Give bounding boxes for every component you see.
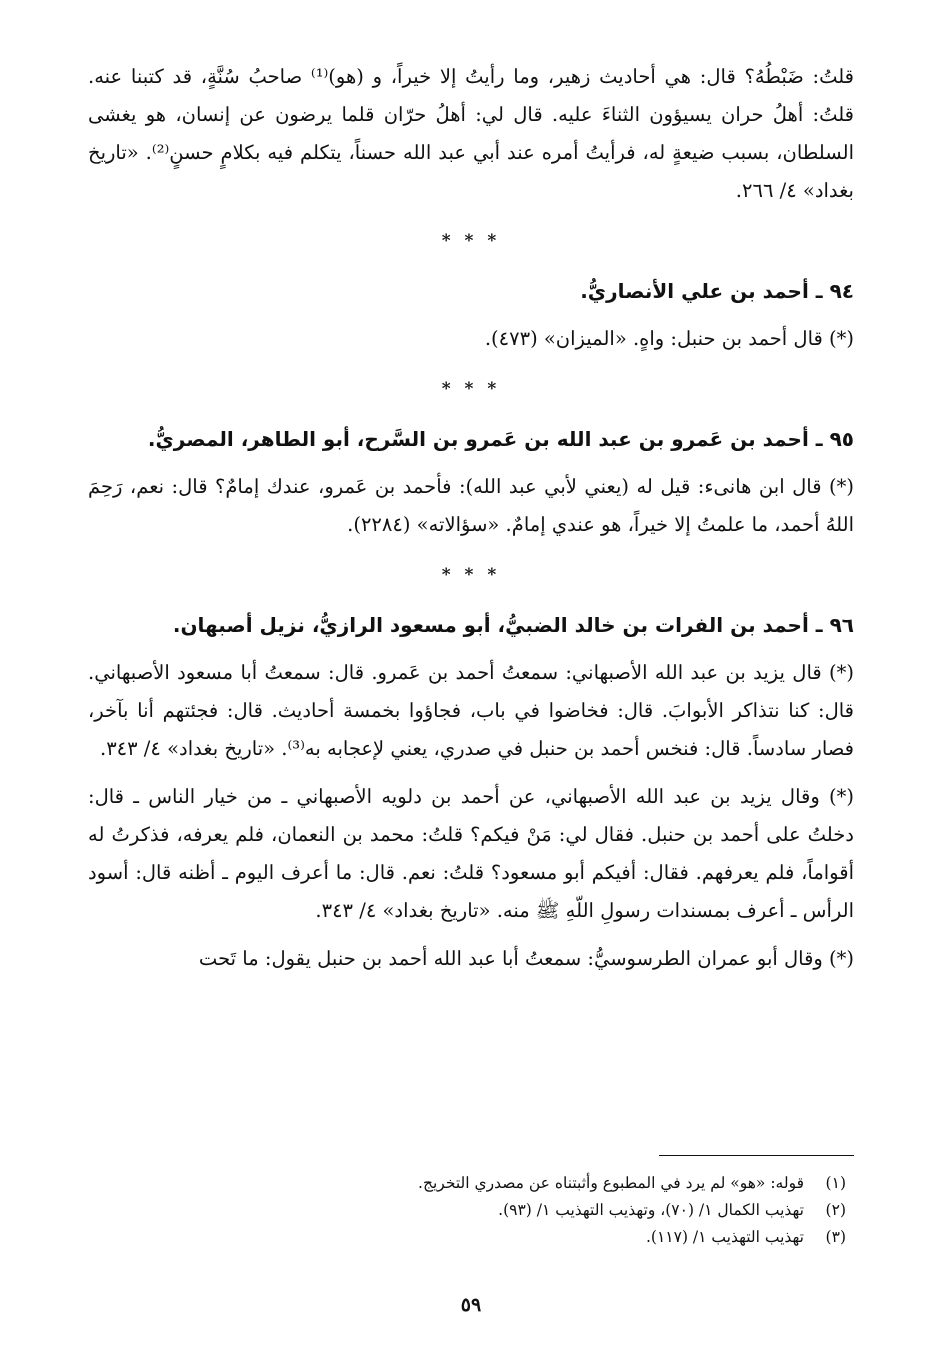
section-separator: * * * <box>441 565 501 585</box>
entry-96-paragraph-3: (*) وقال أبو عمران الطرسوسيُّ: سمعتُ أبا عبد الله أحمد بن حنبل يقول: ما تَحت <box>198 947 854 970</box>
entry-96-title: ٩٦ ـ أحمد بن الفرات بن خالد الضبيُّ، أبو مسعود الرازيُّ، نزيل أصبهان. <box>172 613 854 637</box>
section-separator: * * * <box>441 379 501 399</box>
footnote-number: (٣) <box>825 1228 846 1246</box>
entry-94-paragraph: (*) قال أحمد بن حنبل: واهٍ. «الميزان» (٤٧٣). <box>484 327 854 350</box>
footnote-text: تهذيب الكمال ١/ (٧٠)، وتهذيب التهذيب ١/ (٩٣). <box>498 1201 804 1219</box>
entry-94-title: ٩٤ ـ أحمد بن علي الأنصاريُّ. <box>580 279 854 303</box>
section-separator: * * * <box>441 231 501 251</box>
footnote <box>88 1224 846 1251</box>
entry-96-paragraph-2: (*) وقال يزيد بن عبد الله الأصبهاني، عن أحمد بن دلويه الأصبهاني ـ من خيار الناس ـ قال: دخلتُ على أحمد بن حنبل. فقال لي: مَنْ فيكم؟ قلتُ: محمد بن النعمان، فلم يعرفه، فذكرتُ له أقواماً، فلم يعرفهم. فقال: أفيكم أبو مسعود؟ قلتُ: نعم. قال: ما أعرف اليوم ـ أظنه قال: أسود الرأس ـ أعرف بمسندات رسولِ اللّهِ ﷺ منه. «تاريخ بغداد» ٤/ ٣٤٣. <box>88 785 854 922</box>
book-page <box>88 58 854 1360</box>
footnote-number: (٢) <box>825 1201 846 1219</box>
page-number: ٥٩ <box>460 1294 482 1316</box>
footnote <box>88 1170 846 1197</box>
paragraph-continuation: قلتُ: ضَبْطُهُ؟ قال: هي أحاديث زهير، وما رأيتُ إلا خيراً، و (هو)⁽¹⁾ صاحبُ سُنَّةٍ، قد كتبنا عنه. قلتُ: أهلُ حران يسيؤون الثناءَ عليه. قال لي: أهلُ حرّان قلما يرضون عن إنسان، هو يغشى السلطان، بسبب ضيعةٍ له، فرأيتُ أمره عند أبي عبد الله حسناً، يتكلم فيه بكلامٍ حسنٍ⁽²⁾. «تاريخ بغداد» ٤/ ٢٦٦. <box>88 65 854 202</box>
footnote-text: قوله: «هو» لم يرد في المطبوع وأثبتناه عن مصدري التخريج. <box>418 1174 804 1192</box>
footnotes <box>88 1170 846 1251</box>
entry-95-title: ٩٥ ـ أحمد بن عَمرو بن عبد الله بن عَمرو بن السَّرح، أبو الطاهر، المصريُّ. <box>147 427 854 451</box>
entry-96-paragraph-1: (*) قال يزيد بن عبد الله الأصبهاني: سمعتُ أحمد بن عَمرو. قال: سمعتُ أبا مسعود الأصبهاني. قال: كنا نتذاكر الأبوابَ. قال: فخاضوا في باب، فجاؤوا بخمسة أحاديث. قال: فجئتهم أنا بآخر، فصار سادساً. قال: فنخس أحمد بن حنبل في صدري، يعني لإعجابه به⁽³⁾. «تاريخ بغداد» ٤/ ٣٤٣. <box>88 661 854 760</box>
entry-95-paragraph: (*) قال ابن هانىء: قيل له (يعني لأبي عبد الله): فأحمد بن عَمرو، عندك إمامٌ؟ قال: نعم، رَحِمَ اللهُ أحمد، ما علمتُ إلا خيراً، هو عندي إمامٌ. «سؤالاته» (٢٢٨٤). <box>88 475 854 536</box>
footnote-divider <box>659 1155 854 1156</box>
footnote-text: تهذيب التهذيب ١/ (١١٧). <box>645 1228 804 1246</box>
footnote-number: (١) <box>825 1174 846 1192</box>
footnote <box>88 1197 846 1224</box>
